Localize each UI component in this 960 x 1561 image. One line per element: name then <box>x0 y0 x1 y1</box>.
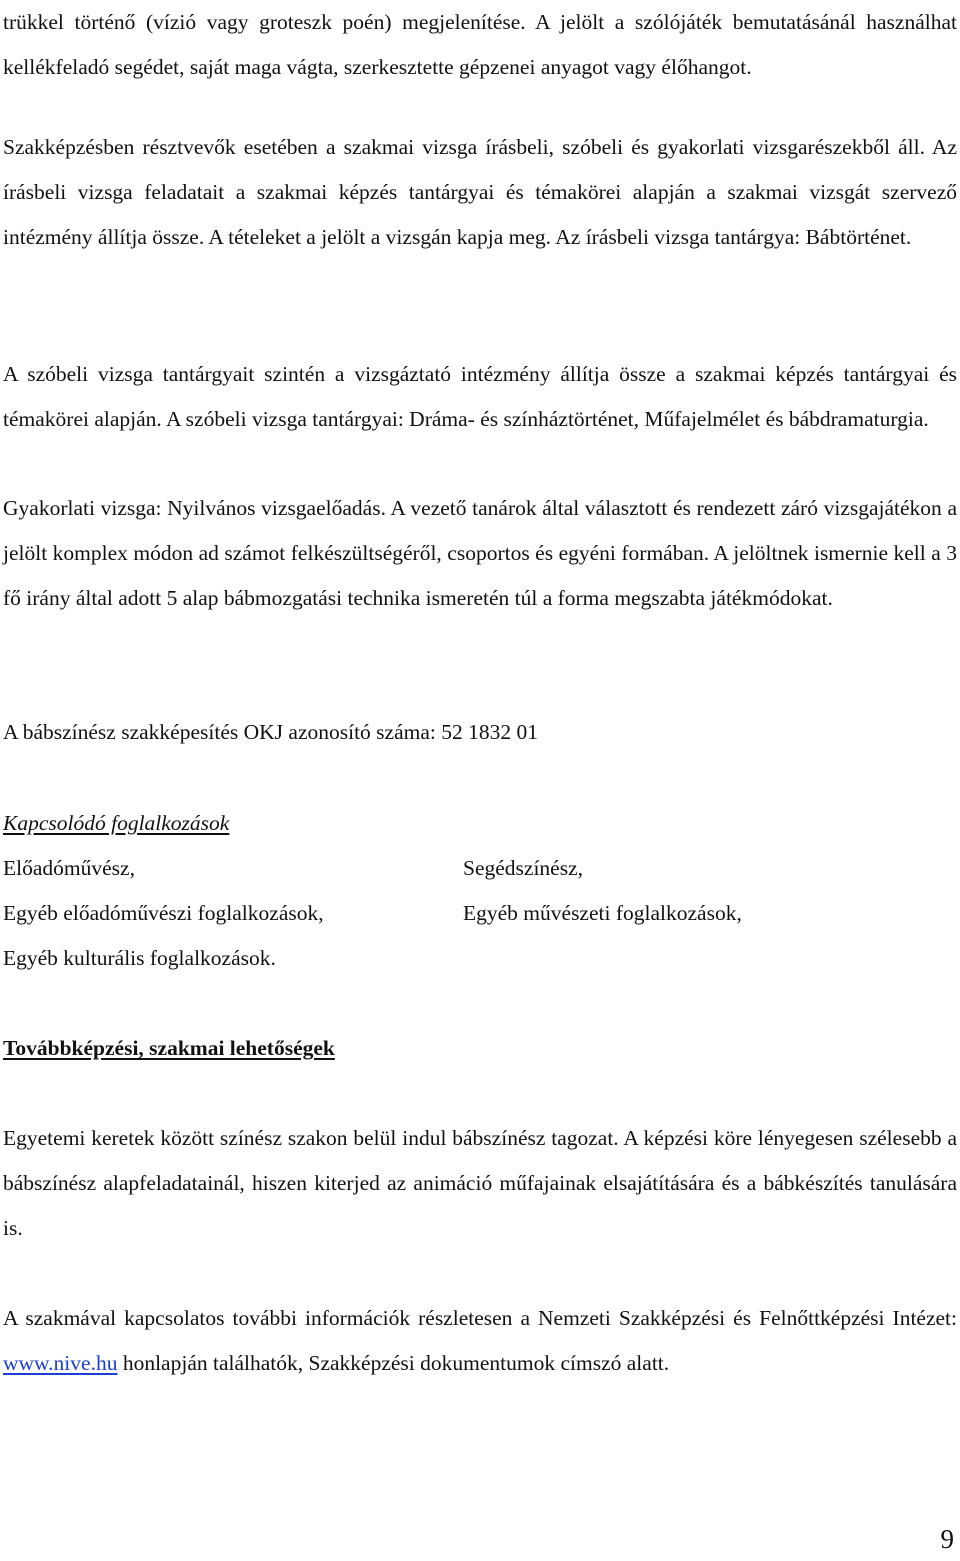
paragraph-practical-exam <box>3 486 957 621</box>
further-training-heading <box>3 1026 957 1071</box>
paragraph-text: Szakképzésben résztvevők esetében a szakmai vizsga írásbeli, szóbeli és gyakorlati vizsgarészekből áll. Az írásbeli vizsga feladatait a szakmai képzés tantárgyai és témakörei alapján a szakmai vizsgát szervező intézmény állítja össze. A tételeket a jelölt a vizsgán kapja meg. Az írásbeli vizsga tantárgya: Bábtörténet. <box>3 135 957 249</box>
nive-link[interactable]: www.nive.hu <box>3 1351 118 1375</box>
related-occupations-section <box>3 801 957 981</box>
page-number: 9 <box>940 1524 954 1554</box>
okj-text: A bábszínész szakképesítés OKJ azonosító száma: 52 1832 01 <box>3 720 538 744</box>
paragraph-text: A szóbeli vizsga tantárgyait szintén a vizsgáztató intézmény állítja össze a szakmai képzés tantárgyai és témakörei alapján. A szóbeli vizsga tantárgyai: Dráma- és színháztörténet, Műfajelmélet és bábdramaturgia. <box>3 362 957 431</box>
paragraph-text: trükkel történő (vízió vagy groteszk poén) megjelenítése. A jelölt a szólójáték bemutatásánál használhat kellékfeladó segédet, saját maga vágta, szerkesztette gépzenei anyagot vagy élőhangot. <box>3 10 957 79</box>
related-occupations-title: Kapcsolódó foglalkozások <box>3 811 230 835</box>
info-text-after: honlapján találhatók, Szakképzési dokumentumok címszó alatt. <box>117 1351 670 1375</box>
paragraph-exam-structure <box>3 125 957 260</box>
occupation-item: Egyéb előadóművészi foglalkozások, <box>3 901 324 925</box>
paragraph-more-info <box>3 1296 957 1386</box>
related-occupations-list <box>3 846 957 981</box>
paragraph-text <box>3 1296 957 1386</box>
paragraph-university <box>3 1116 957 1251</box>
okj-identifier <box>3 710 957 755</box>
occupation-item: Egyéb kulturális foglalkozások. <box>3 946 276 970</box>
paragraph-text: Egyetemi keretek között színész szakon belül indul bábszínész tagozat. A képzési köre lényegesen szélesebb a bábszínész alapfeladatainál, hiszen kiterjed az animáció műfajainak elsajátítására és a bábkészítés tanulására is. <box>3 1126 957 1240</box>
paragraph-text: Gyakorlati vizsga: Nyilvános vizsgaelőadás. A vezető tanárok által választott és rendezett záró vizsgajátékon a jelölt komplex módon ad számot felkészültségéről, csoportos és egyéni formában. A jelöltnek ismernie kell a 3 fő irány által adott 5 alap bábmozgatási technika ismeretén túl a forma megszabta játékmódokat. <box>3 496 957 610</box>
section-heading: Továbbképzési, szakmai lehetőségek <box>3 1036 335 1060</box>
paragraph-solo-performance <box>3 0 957 90</box>
paragraph-oral-exam <box>3 352 957 442</box>
occupation-item: Előadóművész, <box>3 856 135 880</box>
info-text-before: A szakmával kapcsolatos további információk részletesen a Nemzeti Szakképzési és Felnőttképzési Intézet: <box>3 1306 957 1330</box>
occupation-item: Segédszínész, <box>463 856 584 880</box>
occupation-item: Egyéb művészeti foglalkozások, <box>463 901 742 925</box>
